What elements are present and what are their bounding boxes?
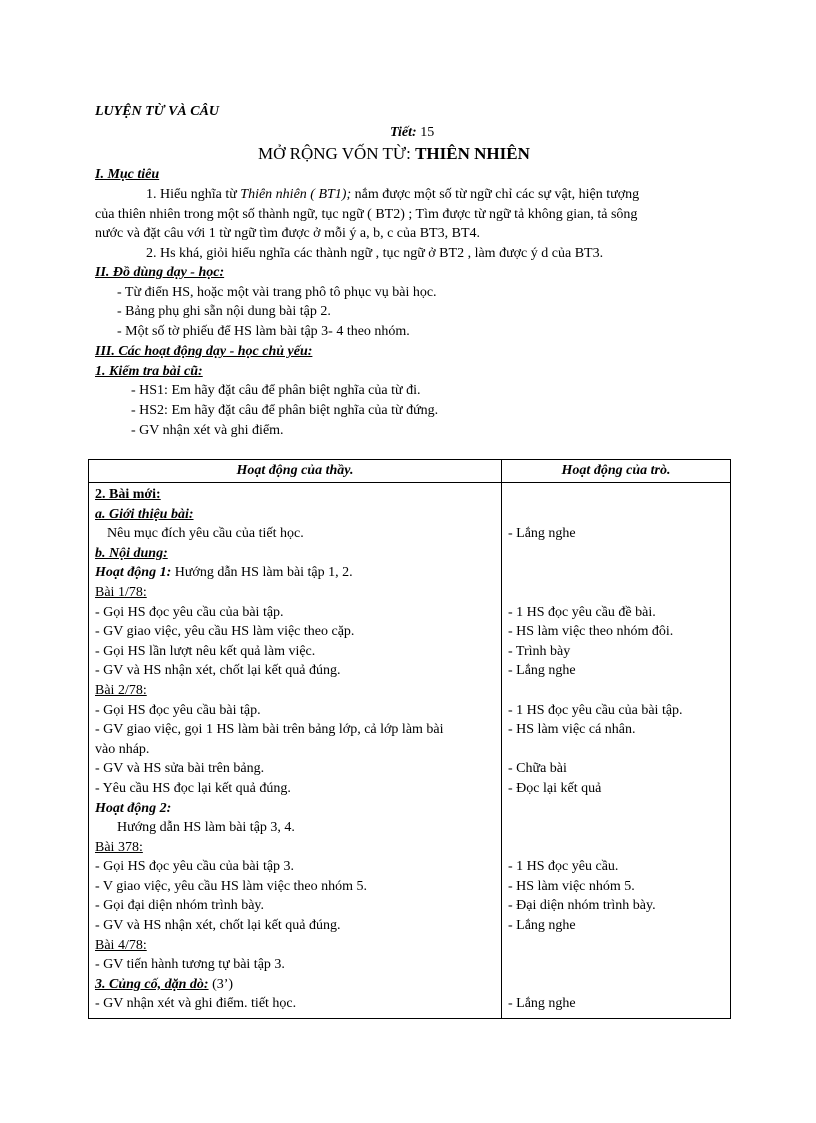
student-row: - Đại diện nhóm trình bày. (508, 898, 656, 914)
materials-heading: II. Đồ dùng dạy - học: (95, 265, 225, 280)
teacher-row: - GV giao việc, gọi 1 HS làm bài trên bảng lớp, cả lớp làm bài (95, 722, 444, 738)
wrapup-heading: 3. Củng cố, dặn dò: (95, 976, 209, 992)
exercise-3-heading: Bài 378: (95, 839, 143, 855)
lesson-number (390, 124, 434, 142)
teacher-row: - Gọi HS lần lượt nêu kết quả làm việc. (95, 643, 316, 659)
student-header: Hoạt động của trò. (561, 463, 671, 478)
student-row (502, 838, 730, 858)
teacher-row-exercise (89, 583, 501, 603)
material-item: - Một số tờ phiếu để HS làm bài tập 3- 4 theo nhóm. (117, 324, 410, 339)
teacher-row: vào nháp. (95, 741, 150, 757)
student-row: - HS làm việc cá nhân. (508, 722, 636, 738)
objective-1-num: 1. Hiểu nghĩa từ (146, 187, 241, 202)
wrapup-time: (3’) (208, 976, 234, 992)
lesson-plan-table (88, 459, 731, 1019)
title-prefix: MỞ RỘNG VỐN TỪ: (258, 144, 416, 163)
teacher-header: Hoạt động của thầy. (236, 463, 354, 478)
teacher-row: Hướng dẫn HS làm bài tập 3, 4. (117, 820, 295, 836)
student-row (502, 583, 730, 603)
teacher-row: - GV và HS nhận xét, chốt lại kết quả đúng. (95, 918, 341, 934)
table-body-row (89, 483, 731, 1019)
objective-1-term: Thiên nhiên ( BT1); (240, 187, 352, 202)
teacher-row: - GV giao việc, yêu cầu HS làm việc theo cặp. (95, 624, 355, 640)
lesson-colon: : (412, 125, 417, 140)
student-row (502, 563, 730, 583)
activities-heading: III. Các hoạt động dạy - học chủ yếu: (95, 344, 313, 359)
student-row: - Trình bày (508, 643, 571, 659)
review-heading: 1. Kiểm tra bài cũ: (95, 364, 203, 379)
teacher-row-content (89, 544, 501, 564)
student-row (502, 505, 730, 525)
teacher-row: - GV nhận xét và ghi điểm. tiết học. (95, 996, 297, 1012)
content-heading: b. Nội dung: (95, 545, 168, 561)
student-row: - Lắng nghe (508, 918, 576, 934)
objective-1-rest: nắm được một số từ ngữ chỉ các sự vật, hiện tượng (351, 187, 640, 202)
student-row: - Đọc lại kết quả (508, 780, 602, 796)
teacher-row: - V giao việc, yêu cầu HS làm việc theo nhóm 5. (95, 878, 368, 894)
table-header-row (89, 460, 731, 483)
new-lesson-heading: 2. Bài mới: (95, 487, 161, 502)
teacher-row-exercise (89, 838, 501, 858)
student-row: - 1 HS đọc yêu cầu của bài tập. (508, 702, 683, 718)
student-column (502, 483, 731, 1019)
exercise-1-heading: Bài 1/78: (95, 584, 147, 600)
objectives-heading: I. Mục tiêu (95, 167, 160, 182)
teacher-column (89, 483, 502, 1019)
student-row: - 1 HS đọc yêu cầu đề bài. (508, 604, 656, 620)
activity-1-label: Hoạt động 1: (95, 565, 172, 581)
student-row: - HS làm việc theo nhóm đôi. (508, 624, 674, 640)
teacher-row-new-lesson (89, 485, 501, 505)
teacher-row: - Gọi HS đọc yêu cầu của bài tập. (95, 604, 284, 620)
title-strong: THIÊN NHIÊN (415, 144, 530, 163)
material-item: - Từ điển HS, hoặc một vài trang phô tô phục vụ bài học. (117, 285, 437, 300)
teacher-row-activity-2 (89, 799, 501, 819)
review-item: - GV nhận xét và ghi điểm. (131, 423, 284, 438)
student-header-cell (502, 460, 731, 483)
teacher-row: - GV và HS nhận xét, chốt lại kết quả đúng. (95, 663, 341, 679)
student-row (502, 955, 730, 975)
objective-1-line1 (146, 186, 639, 204)
objective-1-line2: của thiên nhiên trong một số thành ngữ, tục ngữ ( BT2) ; Tìm được từ ngữ tả không gian, tả sông (95, 207, 638, 222)
teacher-row: - GV và HS sửa bài trên bảng. (95, 761, 265, 777)
exercise-4-heading: Bài 4/78: (95, 937, 147, 953)
student-row: - 1 HS đọc yêu cầu. (508, 859, 619, 875)
lesson-label: Tiết (390, 125, 413, 140)
student-row: - Lắng nghe (508, 526, 576, 542)
review-item: - HS1: Em hãy đặt câu để phân biệt nghĩa của từ đi. (131, 383, 421, 398)
teacher-header-cell (89, 460, 502, 483)
teacher-row: - GV tiến hành tương tự bài tập 3. (95, 957, 285, 973)
student-row (502, 681, 730, 701)
student-row (502, 544, 730, 564)
teacher-row: Nêu mục đích yêu cầu của tiết học. (107, 526, 304, 542)
teacher-row: - Gọi HS đọc yêu cầu của bài tập 3. (95, 859, 295, 875)
teacher-row: - Yêu cầu HS đọc lại kết quả đúng. (95, 780, 291, 796)
student-row: - HS làm việc nhóm 5. (508, 878, 635, 894)
exercise-2-heading: Bài 2/78: (95, 682, 147, 698)
teacher-row-intro (89, 505, 501, 525)
objective-2: 2. Hs khá, giỏi hiểu nghĩa các thành ngữ , tục ngữ ở BT2 , làm được ý d của BT3. (146, 246, 604, 261)
lesson-value: 15 (420, 125, 435, 140)
activity-1-text: Hướng dẫn HS làm bài tập 1, 2. (171, 565, 353, 581)
student-row (502, 740, 730, 760)
subject-heading: LUYỆN TỪ VÀ CÂU (95, 104, 220, 119)
teacher-row-exercise (89, 936, 501, 956)
teacher-row: - Gọi HS đọc yêu cầu bài tập. (95, 702, 261, 718)
student-row (502, 799, 730, 819)
student-row (502, 975, 730, 995)
teacher-row-activity-1 (89, 563, 501, 583)
student-row (502, 818, 730, 838)
student-row (502, 485, 730, 505)
student-row (502, 936, 730, 956)
student-row: - Chữa bài (508, 761, 567, 777)
page-title (258, 145, 530, 163)
material-item: - Bảng phụ ghi sẵn nội dung bài tập 2. (117, 304, 331, 319)
activity-2-label: Hoạt động 2: (95, 800, 172, 816)
objective-1-line3: nước và đặt câu với 1 từ ngữ tìm được ở mỗi ý a, b, c của BT3, BT4. (95, 226, 480, 241)
review-item: - HS2: Em hãy đặt câu để phân biệt nghĩa của từ đứng. (131, 403, 439, 418)
student-row: - Lắng nghe (508, 663, 576, 679)
teacher-row: - Gọi đại diện nhóm trình bày. (95, 898, 265, 914)
teacher-row-exercise (89, 681, 501, 701)
teacher-row-wrapup (89, 975, 501, 995)
intro-heading: a. Giới thiệu bài: (95, 506, 194, 522)
student-row: - Lắng nghe (508, 996, 576, 1012)
